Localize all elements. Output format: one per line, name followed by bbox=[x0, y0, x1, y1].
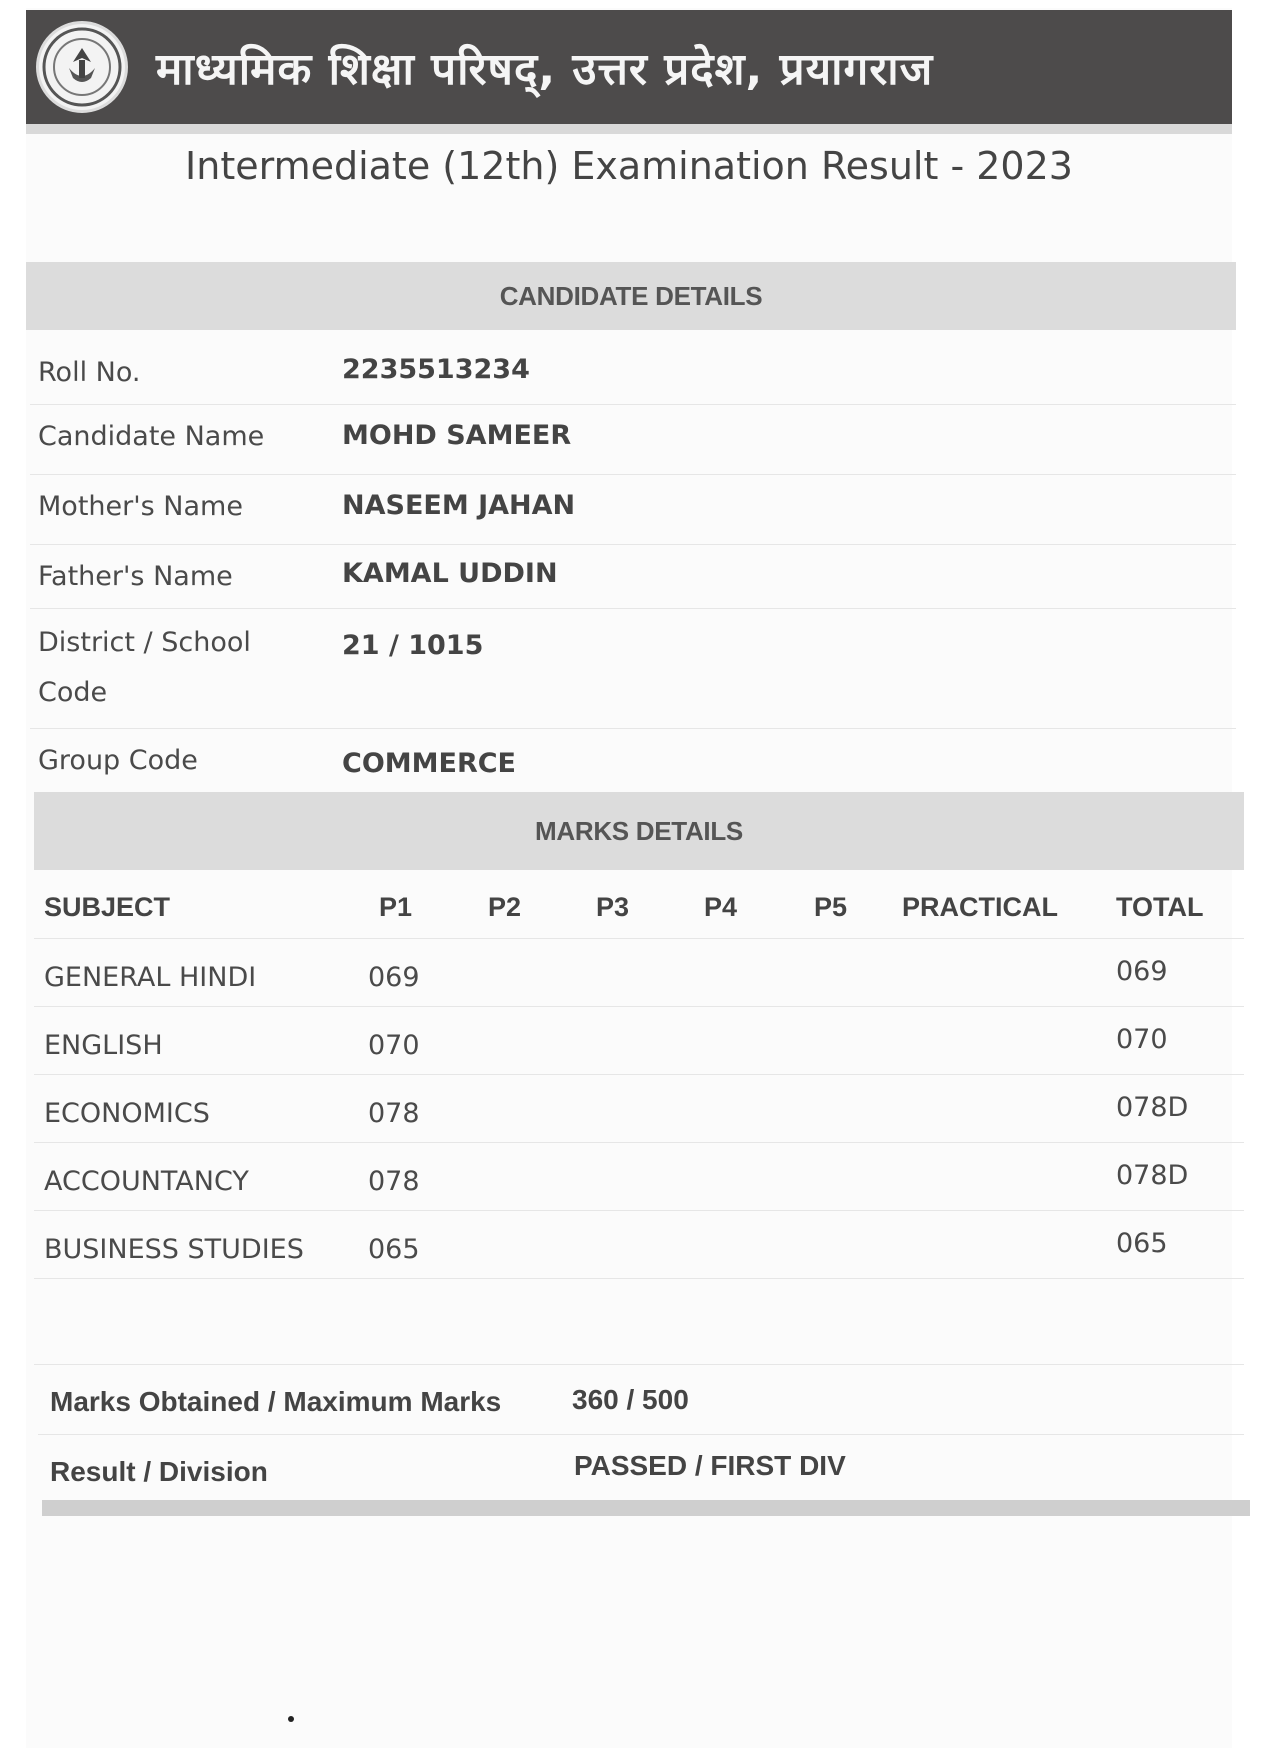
ink-dot bbox=[288, 1716, 294, 1722]
table-row bbox=[34, 1008, 1244, 1075]
total-cell: 078D bbox=[1116, 1160, 1189, 1191]
footer-divider bbox=[42, 1500, 1250, 1516]
table-row bbox=[34, 940, 1244, 1007]
candidate-row-district bbox=[30, 608, 1236, 729]
total-cell: 065 bbox=[1116, 1228, 1168, 1259]
candidate-value: 21 / 1015 bbox=[342, 630, 484, 661]
board-header bbox=[26, 10, 1232, 124]
subject-cell: GENERAL HINDI bbox=[44, 962, 257, 993]
candidate-label: Candidate Name bbox=[38, 421, 265, 452]
candidate-value: COMMERCE bbox=[342, 748, 516, 779]
candidate-row-group bbox=[30, 728, 1236, 792]
p1-cell: 078 bbox=[368, 1166, 420, 1197]
candidate-row-mother bbox=[30, 474, 1236, 545]
table-row bbox=[34, 1144, 1244, 1211]
candidate-label: District / School Code bbox=[38, 627, 251, 708]
marks-table-header bbox=[34, 872, 1244, 939]
candidate-value: MOHD SAMEER bbox=[342, 420, 572, 451]
column-header-practical: PRACTICAL bbox=[902, 892, 1058, 922]
p1-cell: 070 bbox=[368, 1030, 420, 1061]
candidate-row-roll bbox=[30, 340, 1236, 405]
column-header-p2: P2 bbox=[488, 892, 522, 922]
p1-cell: 078 bbox=[368, 1098, 420, 1129]
p1-cell: 069 bbox=[368, 962, 420, 993]
column-header-p3: P3 bbox=[596, 892, 630, 922]
candidate-row-name bbox=[30, 404, 1236, 475]
subject-cell: BUSINESS STUDIES bbox=[44, 1234, 304, 1265]
candidate-label: Group Code bbox=[38, 745, 198, 776]
column-header-p1: P1 bbox=[379, 892, 413, 922]
total-cell: 078D bbox=[1116, 1092, 1189, 1123]
total-cell: 070 bbox=[1116, 1024, 1168, 1055]
column-header-total: TOTAL bbox=[1116, 892, 1204, 922]
p1-cell: 065 bbox=[368, 1234, 420, 1265]
candidate-value: KAMAL UDDIN bbox=[342, 558, 558, 589]
candidate-label: Mother's Name bbox=[38, 491, 243, 522]
header-divider bbox=[26, 124, 1232, 134]
result-division-label: Result / Division bbox=[50, 1456, 268, 1487]
subject-cell: ECONOMICS bbox=[44, 1098, 210, 1129]
table-row bbox=[34, 1076, 1244, 1143]
marks-obtained-value: 360 / 500 bbox=[572, 1384, 689, 1415]
marks-summary-row bbox=[38, 1366, 1244, 1435]
total-cell: 069 bbox=[1116, 956, 1168, 987]
marks-details-heading: MARKS DETAILS bbox=[34, 792, 1244, 870]
board-name: माध्यमिक शिक्षा परिषद्, उत्तर प्रदेश, प्रयागराज bbox=[156, 44, 934, 95]
candidate-value: NASEEM JAHAN bbox=[342, 490, 576, 521]
column-header-p4: P4 bbox=[704, 892, 738, 922]
result-division-value: PASSED / FIRST DIV bbox=[574, 1450, 846, 1481]
subject-cell: ACCOUNTANCY bbox=[44, 1166, 249, 1197]
column-header-p5: P5 bbox=[814, 892, 848, 922]
subject-cell: ENGLISH bbox=[44, 1030, 163, 1061]
exam-title: Intermediate (12th) Examination Result - 2023 bbox=[185, 144, 1073, 188]
candidate-details-heading: CANDIDATE DETAILS bbox=[26, 262, 1236, 330]
candidate-label: Father's Name bbox=[38, 561, 233, 592]
candidate-label: Roll No. bbox=[38, 357, 141, 388]
up-board-emblem-icon bbox=[36, 21, 128, 113]
table-row bbox=[34, 1212, 1244, 1279]
table-row-empty bbox=[34, 1280, 1244, 1365]
candidate-row-father bbox=[30, 544, 1236, 609]
result-summary-row bbox=[38, 1434, 1244, 1498]
column-header-subject: SUBJECT bbox=[44, 892, 171, 922]
marks-obtained-label: Marks Obtained / Maximum Marks bbox=[50, 1386, 502, 1417]
candidate-value: 2235513234 bbox=[342, 354, 530, 385]
